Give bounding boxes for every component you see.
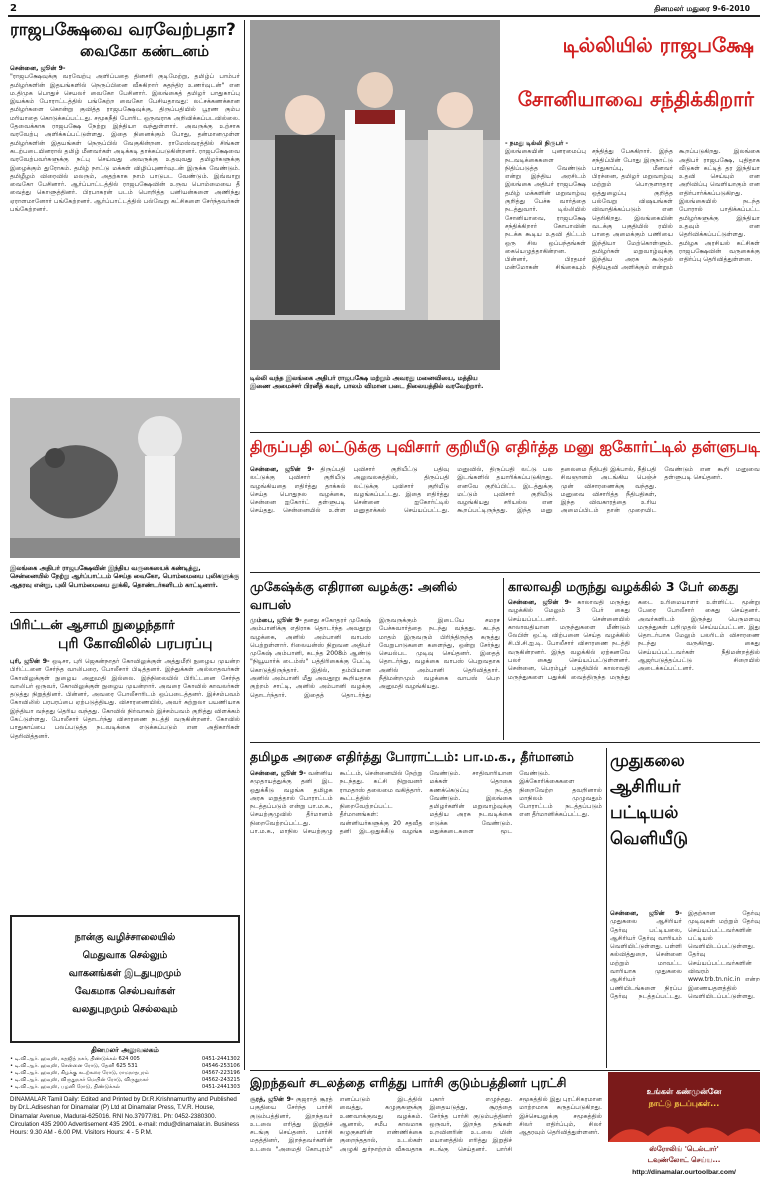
article-mukesh (250, 578, 500, 740)
article-medicine (508, 578, 760, 740)
parsi-dateline: சூரத், ஜூன் 9- (250, 1096, 294, 1103)
delhi-body-wrap (505, 140, 760, 420)
medicine-body-wrap (508, 599, 760, 737)
tirupati-rule (250, 572, 760, 573)
imprint-row-3 (10, 1070, 240, 1077)
imprint-row-2 (10, 1063, 240, 1070)
mid-rule-2 (606, 748, 607, 1068)
medicine-title: காலாவதி மருந்து வழக்கில் 3 பேர் கைது (508, 579, 739, 594)
ad-line-1: உங்கள் கண்முன்னே (646, 1087, 722, 1096)
imprint-phone-5: 0451-2441303 (201, 1084, 240, 1090)
imprint-phone-3: 04567-223196 (201, 1070, 240, 1076)
imprint-row-4 (10, 1077, 240, 1084)
page-header (0, 0, 768, 16)
imprint-credit: DINAMALAR Tamil Daily: Edited and Printed by Dr.R.Krishnamurthy and Published by Dr.L.Adiseshan for Dinamalar (P) Ltd at Dinamalar Press, T.V.R. House, Dinamalar Avenue, Madurai-625016. RNI No.37977/81. Ph: 0452-2380300. Circulation 435 2900 Advertisement 435 2901. e-mail: mdu@dinamalar.in. Business Hours: 9.30 AM - 6.00 PM. Visitors Hours: 4 - 5 P.M. (10, 1093, 240, 1137)
vaiko-title-2: வைகோ கண்டனம் (80, 42, 210, 60)
delhi-rule (250, 432, 760, 433)
toolbar-ad[interactable] (608, 1072, 760, 1184)
article-pmk (250, 748, 602, 1068)
notice-line-1: நான்கு வழிச்சாலையில் (74, 932, 176, 943)
imprint-row-1 (10, 1056, 240, 1063)
delhi-photo-graphic (250, 20, 500, 370)
delhi-dateline: - நமது டில்லி நிருபர் - (505, 140, 569, 147)
article-vaiko (10, 20, 240, 610)
notice-line-4: வேகமாக செல்பவர்கள் (74, 986, 176, 997)
delhi-title-1: டில்லியில் ராஜபக்ஷே (562, 33, 754, 57)
mukesh-body-wrap (250, 617, 500, 740)
ad-brand: ஸ்ரோலிங் 'டெல்டார்' (649, 1145, 719, 1153)
imprint-phone-1: 0451-2441302 (201, 1056, 240, 1062)
puri-body-wrap (10, 658, 240, 908)
ad-brand-2: டவுண்லோட் செய்ய... (647, 1156, 721, 1164)
imprint-office-4: • டி.வி.ஆர். ஹவுஸ், விருதுநகர் மெயின் ரோடு, விருதுநகர் (10, 1077, 149, 1083)
pmk-dateline: சென்னை, ஜூன் 9- (250, 770, 306, 777)
left-col-rule (244, 20, 245, 1070)
delhi-photo-caption: டில்லி வந்த இலங்கை அதிபர் ராஜபக்ஷே மற்றும் அவரது மனைவியை, மத்திய இணை அமைச்சர் பிரனீத் கவுர், பாலம் விமான படை நிலையத்தில் வரவேற்றார். (250, 374, 484, 391)
vaiko-body-wrap (10, 65, 240, 373)
teachers-body-wrap (610, 910, 760, 1068)
header-rule (8, 15, 760, 17)
mid-rule-1 (503, 578, 504, 740)
imprint-office-2: • டி.வி.ஆர். ஹவுஸ், சென்னை ரோடு, தேனி 625 531 (10, 1063, 138, 1069)
ad-flame-graphic (608, 1116, 760, 1142)
vaiko-photo-caption: இலங்கை அதிபர் ராஜபக்ஷேவின் இந்திய வருகையைக் கண்டித்து, சென்னையில் நேற்று ஆர்ப்பாட்டம் செய்த வைகோ, பொம்மையை புலிகளுக்கு ஆதரவு என்று, புலி பொம்மையை தூக்கி, தொண்டர்களிடம் காட்டினார். (10, 564, 240, 589)
pmk-body: வன்னிய சமுதாயத்துக்கு தனி இட ஒதுக்கீடு வழங்க தமிழக அரசு மறுத்தால் போராட்டம் நடத்தப்படும் என்று பா.ம.க., செயற்குழுவில் தீர்மானம் நிறைவேற்றப்பட்டது. பா.ம.க., மாநில செயற்குழு கூட்டம், சென்னையில் நேற்று நடந்தது. கட்சி நிறுவனர் ராமதாஸ் தலைமை வகித்தார். கூட்டத்தில் நிறைவேற்றப்பட்ட தீர்மானங்கள்: வன்னியர்களுக்கு 20 சதவீத தனி இடஒதுக்கீடு வழங்க வேண்டும். சாதிவாரியான மக்கள் தொகை கணக்கெடுப்பு நடத்த வேண்டும். இலங்கை தமிழர்களின் மறுவாழ்வுக்கு மத்திய அரசு நடவடிக்கை எடுக்க வேண்டும். மதுக்கடைகளை மூட வேண்டும். இக்கோரிக்கைகளை நிறைவேற்ற தவறினால் மாநிலம் முழுவதும் போராட்டம் நடத்தப்படும் என தீர்மானிக்கப்பட்டது. (250, 770, 602, 836)
tirupati-body: திருப்பதி லட்டுக்கு புவிசார் குறியீடு வழங்கியதை எதிர்த்து தாக்கல் செய்த பொதுநல வழக்கை, சென்னை ஐகோர்ட் தள்ளுபடி செய்தது. சென்னையில் உள்ள புவிசார் குறியீட்டு பதிவு அலுவலகத்தில், திருப்பதி லட்டுக்கு புவிசார் குறியீடு வழங்கப்பட்டது. இதை எதிர்த்து சென்னை ஐகோர்ட்டில் மனுதாக்கல் செய்யப்பட்டது. மனுவில், திருப்பதி லட்டு பல இடங்களில் தயாரிக்கப்படுகிறது. எனவே குறிப்பிட்ட இடத்துக்கு மட்டும் புவிசார் குறியீடு வழங்கியது சரியல்ல என கூறப்பட்டிருந்தது. இந்த மனு தலைமை நீதிபதி இக்பால், நீதிபதி சிவஞானம் அடங்கிய பெஞ்ச் முன் விசாரணைக்கு வந்தது. மனுவை விசாரித்த நீதிபதிகள், இந்த விவகாரத்தை உரிய அமைப்பிடம் தான் முறையிட வேண்டும் என கூறி மனுவை தள்ளுபடி செய்தனர். (250, 466, 760, 515)
vaiko-title-1: ராஜபக்ஷேவை வரவேற்பதா? (10, 20, 236, 40)
medicine-dateline: சென்னை, ஜூன் 9- (508, 599, 572, 606)
vaiko-photo-graphic (10, 398, 240, 558)
puri-dateline: புரி, ஜூன் 9- (10, 658, 50, 665)
parsi-body: குஜராத் சூரத் பகுதியை சேர்ந்த பார்சி குடும்பத்தினர், இறந்தவர் உடலை எரித்து இறுதிச் சடங்கு செய்தனர். பார்சி மதத்தினர், இறந்தவர்களின் உடலை "அமைதி கோபுரம்" எனப்படும் இடத்தில் வைத்து, கழுகுகளுக்கு உணவாக்குவது வழக்கம். ஆனால், சமீப காலமாக கழுகுகளின் எண்ணிக்கை குறைந்ததால், உடல்கள் அழுகி துர்நாற்றம் வீசுவதாக புகார் எழுந்தது. இதையடுத்து, சூரத்தை சேர்ந்த பார்சி குடும்பத்தினர் ஒருவர், இறந்த தங்கள் உறவினரின் உடலை மின் மயானத்தில் எரித்து இறுதிச் சடங்கு செய்தனர். பார்சி சமூகத்தில் இது புரட்சிகரமான மாற்றமாக கருதப்படுகிறது. இச்செயலுக்கு சமூகத்தில் சிலர் எதிர்ப்பும், சிலர் ஆதரவும் தெரிவித்துள்ளனர். (250, 1096, 602, 1153)
imprint-phone-4: 04562-243215 (201, 1077, 240, 1083)
imprint-phone-2: 04546-253106 (201, 1063, 240, 1069)
mukesh-title: முகேஷ்க்கு எதிரான வழக்கு: அனில் வாபஸ் (250, 579, 458, 612)
page-number: 2 (10, 3, 17, 14)
vaiko-photo (10, 398, 240, 558)
delhi-photo (250, 20, 500, 370)
vaiko-body: "ராஜபக்ஷேவுக்கு வரவேற்பு அளிப்பதை தினசரி குடிமேற்று, தமிழ்ப் பாம்பர் தமிழர்களின் இதயங்களில் நெருப்பினை வீசுகிறார் சுதந்திர உணர்வுடன்" என ம.திமுக பொதுச் செயலர் வைகோ பேசினார். இலங்கைத் தமிழர் பாதுகாப்பு இயக்கம் போராட்டத்தில் பங்கேற்ற வைகோ பேசியதாவது: லட்சக்கணக்கான தமிழர்களை கொன்று குவித்த ராஜபக்ஷேவுக்கு, திருப்பதியில் பூரண கும்ப மரியாதை கொடுக்கப்பட்டது. சமூகநீதி போரிட ஒருவராக அறிவிக்கப்படவில்லை. தேவைக்காக ராஜபக்ஷே நேற்று இந்தியா வந்துள்ளார். அவருக்கு உற்சாக வரவேற்பு அளிக்கப்பட்டுள்ளது. இதை நினைக்கும் போது, தன்மானமுள்ள தமிழர்களின் இதயங்கள் நெருப்பில் வேகுகின்றன. ராமேஸ்வரத்தில் சிங்கள கடற்படையினரால் தமிழ் மீனவர்கள் அடிக்கடி தாக்கப்படுகின்றனர். ராஜபக்ஷேவை வரவேற்பவர்களுக்கு நட்பு செய்வது அவருக்கு உதவுவது தமிழர்களுக்கு இழைக்கும் துரோகம். தமிழ் நாட்டு மக்கள் விழிப்புணர்வுடன் இருக்க வேண்டும். தமிழீழம் விரைவில் மலரும், அதற்காக நாம் பாடுபட வேண்டும். இவ்வாறு வைகோ பேசினார். ஆர்ப்பாட்டத்தில் ராஜபக்ஷேவின் உருவ பொம்மையை தீ வைத்து கொளுத்தினர். பிரபாகரன் படம் பொறித்த பனியன்களை அணிந்து ஏராளமானோர் பங்கேற்றனர். ஆர்ப்பாட்டத்தில் பல்வேறு கட்சிகளை சேர்ந்தவர்கள் பங்கேற்றனர். (10, 73, 240, 214)
puri-title-1: பிரிட்டன் ஆசாமி நுழைந்தார் (10, 617, 175, 632)
imprint-row-5 (10, 1084, 240, 1091)
ad-url[interactable]: http://dinamalar.ourtoolbar.com/ (632, 1169, 736, 1176)
ad-banner (608, 1072, 760, 1142)
delhi-body: இலங்கையின் புனரமைப்பு நடவடிக்கைகளை நிதிப்படுத்த வேண்டும் என்று இந்திய அரசிடம் இலங்கை அதிபர் ராஜபக்ஷே தமிழ் மக்களின் மறுவாழ்வு குறித்து பேச்சு வார்த்தை நடத்துவார். டில்லியில் சோனியாவை, ராஜபக்ஷே சந்திக்கிறார் கோபாவின் நடக்க கூடிய உதவி திட்டம் ஒரு சில ஒப்பந்தங்கள் கையெழுத்தாகின்றன. பின்னர், பிரதமர் மன்மோகன் சிங்கையும் சந்தித்து பேசுகிறார். இந்த சந்திப்பின் போது இருநாட்டு பாதுகாப்பு, மீனவர் பிரச்னை, தமிழர் மறுவாழ்வு மற்றும் பொருளாதார ஒத்துழைப்பு குறித்த பல்வேறு விஷயங்கள் விவாதிக்கப்படும் என தெரிகிறது. இலங்கையின் வடக்கு பகுதியில் ரயில் பாதை அமைக்கும் பணியை இந்தியா மேற்கொள்ளும். தமிழர்கள் மறுவாழ்வுக்கு இந்திய அரசு கூடுதல் நிதியுதவி அளிக்கும் என்றும் கூறப்படுகிறது. இலங்கை அதிபர் ராஜபக்ஷே, புதிதாக வீடுகள் கட்டித் தர இந்தியா உதவி செய்யும் என அறிவிப்பு வெளியாகும் என எதிர்பார்க்கப்படுகிறது. இலங்கையில் நடந்த போரால் பாதிக்கப்பட்ட தமிழர்களுக்கு இந்தியா உதவும் என தெரிவிக்கப்பட்டுள்ளது. தமிழக அரசியல் கட்சிகள் ராஜபக்ஷேவின் வருகைக்கு எதிர்ப்பு தெரிவித்துள்ளன. (505, 148, 760, 272)
article-delhi (250, 20, 760, 430)
masthead-date: தினமலர் மதுரை 9-6-2010 (654, 4, 750, 13)
notice-line-5: வலதுபுறமும் செல்லவும் (72, 1004, 178, 1015)
notice-box (10, 915, 240, 1043)
left-rule-puri (10, 612, 240, 613)
imprint-office-5: • டி.வி.ஆர். ஹவுஸ், பழனி ரோடு, திண்டுக்கல் (10, 1084, 121, 1090)
rule-row4 (250, 1070, 760, 1071)
article-parsi (250, 1074, 602, 1186)
teachers-title-2: பட்டியல் வெளியீடு (610, 803, 689, 849)
parsi-title: இறந்தவர் சடலத்தை எரித்து பார்சி குடும்பத்தினர் புரட்சி (250, 1075, 567, 1090)
notice-line-2: மெதுவாக செல்லும் (82, 950, 168, 961)
ad-line-2: நாட்டு நடப்புகள்... (648, 1099, 720, 1108)
puri-title-2: புரி கோவிலில் பரபரப்பு (58, 636, 213, 652)
notice-line-3: வாகனங்கள் இடதுபுறமும் (68, 968, 182, 979)
pmk-title: தமிழக அரசை எதிர்த்து போராட்டம்: பா.ம.க., தீர்மானம் (250, 749, 574, 764)
teachers-body: முதுகலை ஆசிரியர் தேர்வு பட்டியலை, ஆசிரியர் தேர்வு வாரியம் வெளியிட்டுள்ளது. பள்ளி கல்வித்துறை, சென்னை மற்றும் மாவட்ட வாரியாக முதுகலை ஆசிரியர் பணியிடங்களை நிரப்ப தேர்வு நடத்தப்பட்டது. இதற்கான தேர்வு முடிவுகள் மற்றும் தேர்வு செய்யப்பட்டவர்களின் பட்டியல் வெளியிடப்பட்டுள்ளது. தேர்வு செய்யப்பட்டவர்களின் விவரம் www.trb.tn.nic.in என்ற இணையதளத்தில் வெளியிடப்பட்டுள்ளது. (610, 910, 760, 1000)
imprint-office-3: • டி.வி.ஆர். ஹவுஸ், கிழக்கு கடற்கரை ரோடு, ராமநாதபுரம் (10, 1070, 150, 1076)
medicine-body: காலாவதி மருந்து வழக்கில் மேலும் 3 பேர் கைது செய்யப்பட்டனர். சென்னையில் காலாவதியான மருந்துகளை மீண்டும் லேபிள் ஒட்டி விற்பனை செய்த வழக்கில் சி.பி.சி.ஐ.டி. போலீசார் விசாரணை நடத்தி வருகின்றனர். இந்த வழக்கில் ஏற்கனவே பலர் கைது செய்யப்பட்டுள்ளனர். சென்னை, பெரம்பூர் பகுதியில் காலாவதி மருந்துகளை பதுக்கி வைத்திருந்த மருந்து கடை உரிமையாளர் உள்ளிட்ட மூன்று பேரை போலீசார் கைது செய்தனர். அவர்களிடம் இருந்து பெருமளவு மருந்துகள் பறிமுதல் செய்யப்பட்டன. இது தொடர்பாக மேலும் பலரிடம் விசாரணை நடந்து வருகிறது. கைது செய்யப்பட்டவர்கள் நீதிமன்றத்தில் ஆஜர்படுத்தப்பட்டு சிறையில் அடைக்கப்பட்டனர். (508, 599, 760, 681)
imprint-title: தினமலர் அலுவலகம் (91, 1046, 159, 1054)
rule-row3 (250, 742, 760, 743)
mukesh-dateline: மும்பை, ஜூன் 9- (250, 617, 302, 624)
delhi-title-2: சோனியாவை சந்திக்கிறார் (517, 87, 754, 111)
tirupati-body-wrap (250, 466, 760, 562)
article-teachers (610, 748, 760, 1068)
article-tirupati (250, 436, 760, 570)
puri-body: ஒடிசா, புரி ஜெகன்நாதர் கோவிலுக்குள் அத்துமீறி நுழைய முயன்ற பிரிட்டனை சேர்ந்த வாலிபரை, போலீசார் பிடித்தனர். இந்துக்கள் அல்லாதவர்கள் கோவிலுக்குள் நுழைய அனுமதி இல்லை. இந்நிலையில் பிரிட்டனை சேர்ந்த வாலிபர் ஒருவர், கோவிலுக்குள் நுழைய முயன்றார். அவரை கோவில் காவலர்கள் தடுத்து நிறுத்தினர். பின்னர், அவரை போலீசாரிடம் ஒப்படைத்தனர். இச்சம்பவம் கோவிலில் பரபரப்பை ஏற்படுத்தியது. விசாரணையில், அவர் சுற்றுலா பயணியாக இந்தியா வந்தது தெரிய வந்தது. கோவில் நிர்வாகம் இச்சம்பவம் குறித்து விளக்கம் கேட்டுள்ளது. போலீசார் தொடர்ந்து விசாரணை நடத்தி வருகின்றனர். கோவில் பாதுகாப்பை பலப்படுத்த நடவடிக்கை எடுக்கப்படும் என அதிகாரிகள் தெரிவித்தனர். (10, 658, 240, 740)
mukesh-body: தனது சகோதரர் முகேஷ் அம்பானிக்கு எதிராக தொடர்ந்த அவதூறு வழக்கை, அனில் அம்பானி வாபஸ் பெற்றுள்ளார். ரிலையன்ஸ் நிறுவன அதிபர் முகேஷ் அம்பானி, கடந்த 2008ம் ஆண்டு "நியூயார்க் டைம்ஸ்" பத்திரிகைக்கு பேட்டி கொடுத்திருந்தார். இதில், தம்பியான அனில் அம்பானி மீது அவதூறு கூறியதாக குற்றம் சாட்டி, அனில் அம்பானி வழக்கு தொடர்ந்தார். இதைத் தொடர்ந்து இருவருக்கும் இடையே சமரச பேச்சுவார்த்தை நடந்து வந்தது. கடந்த மாதம் இருவரும் பிரிந்திருந்த கருத்து வேறுபாடுகளை களைந்து, ஒன்று சேர்ந்து செயல்பட முடிவு செய்தனர். இதைத் தொடர்ந்து, வழக்கை வாபஸ் பெறுவதாக அனில் அம்பானி தெரிவித்தார். நீதிமன்றமும் வழக்கை வாபஸ் பெற அனுமதி வழங்கியது. (250, 617, 500, 699)
parsi-body-wrap (250, 1096, 602, 1184)
pmk-body-wrap (250, 770, 602, 1062)
teachers-title-1: முதுகலை ஆசிரியர் (610, 751, 685, 797)
teachers-dateline: சென்னை, ஜூன் 9- (610, 910, 682, 917)
vaiko-dateline: சென்னை, ஜூன் 9- (10, 65, 66, 72)
imprint-office-1: • டி.வி.ஆர். ஹவுஸ், கதஜித் நகர், திண்டுக்கல் 624 005 (10, 1056, 140, 1062)
tirupati-title: திருப்பதி லட்டுக்கு புவிசார் குறியீடு எதிர்த்த மனு ஐகோர்ட்டில் தள்ளுபடி (250, 438, 760, 456)
imprint (10, 1046, 240, 1184)
tirupati-dateline: சென்னை, ஜூன் 9- (250, 466, 315, 473)
